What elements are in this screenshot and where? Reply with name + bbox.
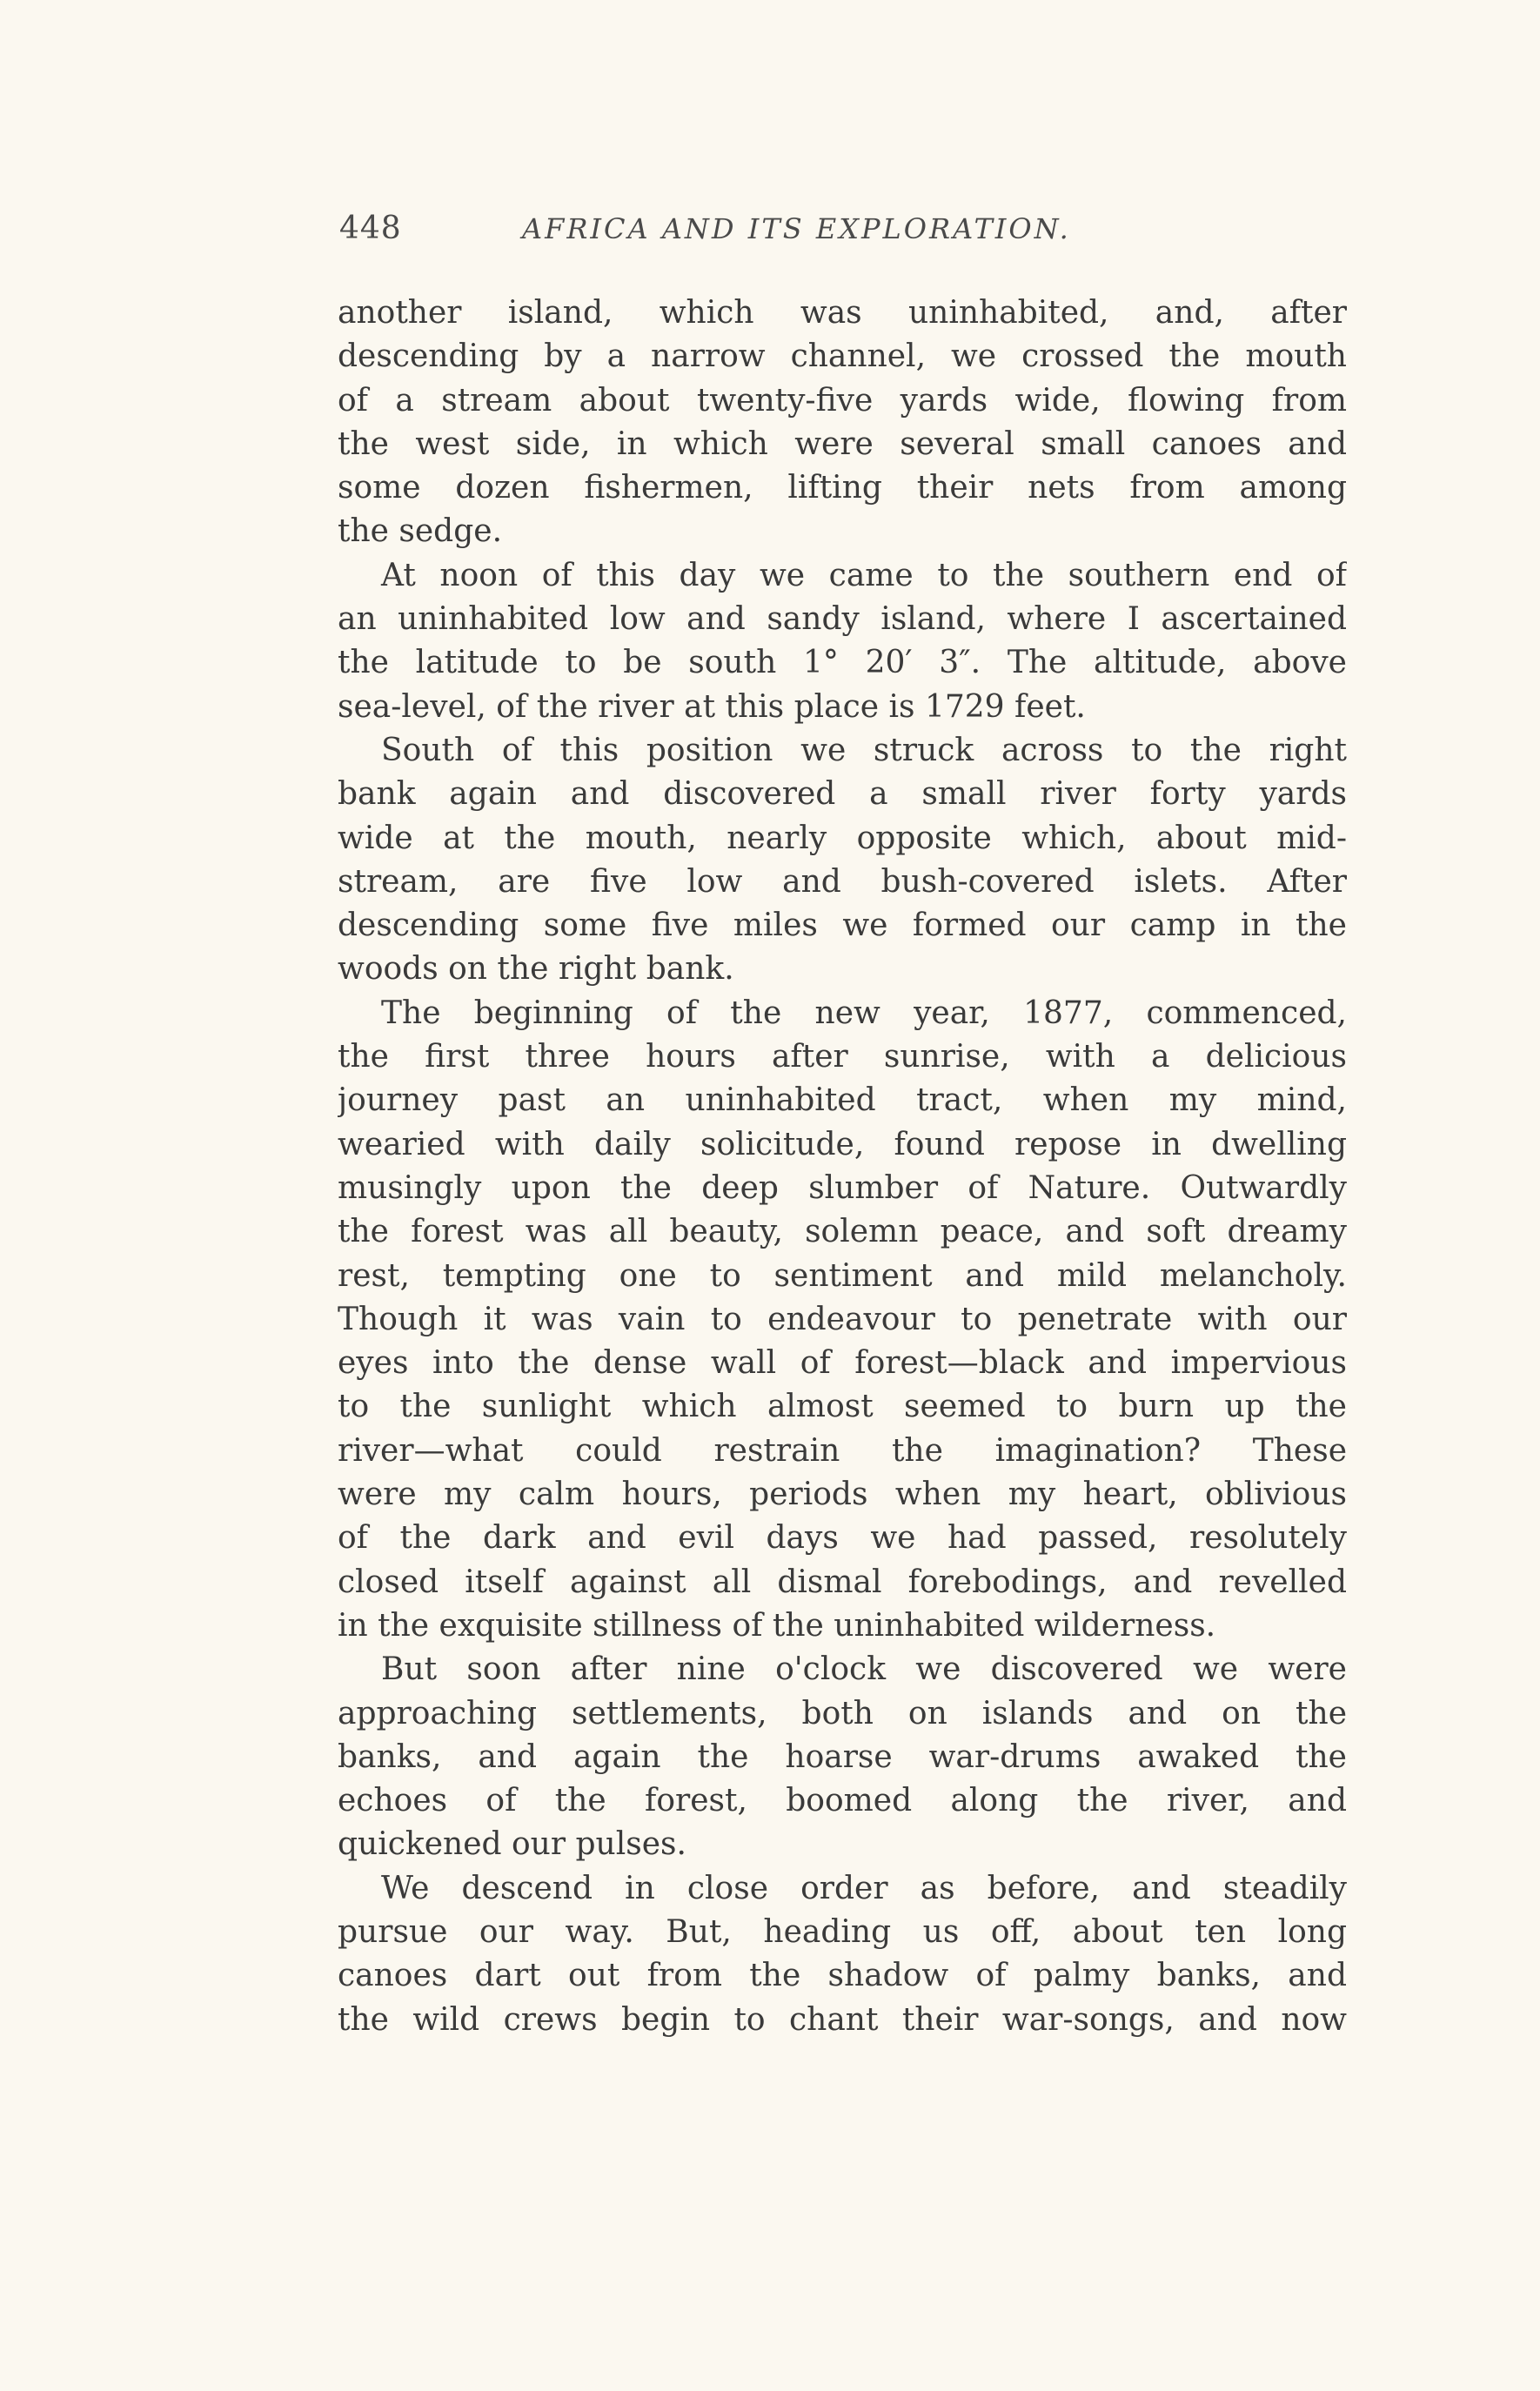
text-line: sea-level, of the river at this place is 1729 feet. xyxy=(338,688,1086,725)
page-header xyxy=(339,211,1166,254)
text-line: of a stream about twenty-five yards wide, flowing from xyxy=(338,382,1347,419)
paragraph-start-line: We descend in close order as before, and steadily xyxy=(381,1870,1347,1906)
text-line: the latitude to be south 1° 20′ 3″. The altitude, above xyxy=(338,645,1347,681)
text-line: the first three hours after sunrise, with a delicious xyxy=(338,1039,1347,1075)
text-line: bank again and discovered a small river forty yards xyxy=(338,776,1347,813)
text-line: descending by a narrow channel, we crossed the mouth xyxy=(338,338,1347,375)
paragraph-start-line: The beginning of the new year, 1877, commenced, xyxy=(381,995,1347,1031)
text-line: in the exquisite stillness of the uninhabited wilderness. xyxy=(338,1607,1216,1644)
text-line: pursue our way. But, heading us off, about ten long xyxy=(338,1913,1347,1950)
text-line: were my calm hours, periods when my heart, oblivious xyxy=(338,1477,1347,1513)
paragraph-start-line: But soon after nine o'clock we discovered we were xyxy=(381,1651,1347,1688)
text-line: canoes dart out from the shadow of palmy banks, and xyxy=(338,1958,1347,1994)
text-line: quickened our pulses. xyxy=(338,1826,686,1863)
text-line: echoes of the forest, boomed along the river, and xyxy=(338,1783,1347,1819)
text-line: the sedge. xyxy=(338,513,503,550)
text-line: another island, which was uninhabited, and, after xyxy=(338,295,1347,331)
text-line: the forest was all beauty, solemn peace, and soft dreamy xyxy=(338,1214,1347,1250)
running-head: AFRICA AND ITS EXPLORATION. xyxy=(522,212,1071,245)
text-line: an uninhabited low and sandy island, where I ascertained xyxy=(338,601,1347,638)
text-line: rest, tempting one to sentiment and mild melancholy. xyxy=(338,1257,1347,1294)
text-line: journey past an uninhabited tract, when my mind, xyxy=(338,1082,1347,1119)
text-line: eyes into the dense wall of forest—black and impervious xyxy=(338,1345,1347,1382)
text-line: to the sunlight which almost seemed to burn up the xyxy=(338,1389,1347,1425)
text-line: descending some five miles we formed our camp in the xyxy=(338,908,1347,944)
text-line: river—what could restrain the imagination? These xyxy=(338,1432,1347,1469)
text-line: musingly upon the deep slumber of Nature. Outwardly xyxy=(338,1169,1347,1206)
text-line: banks, and again the hoarse war-drums awaked the xyxy=(338,1738,1347,1775)
paragraph-start-line: At noon of this day we came to the southern end of xyxy=(381,557,1347,593)
text-line: closed itself against all dismal forebodings, and revelled xyxy=(338,1564,1347,1600)
text-line: stream, are five low and bush-covered islets. After xyxy=(338,863,1347,900)
text-line: the wild crews begin to chant their war-songs, and now xyxy=(338,2001,1347,2038)
text-line: wide at the mouth, nearly opposite which, about mid- xyxy=(338,820,1347,856)
text-line: Though it was vain to endeavour to penetrate with our xyxy=(338,1301,1347,1337)
text-line: of the dark and evil days we had passed, resolutely xyxy=(338,1520,1347,1557)
text-line: wearied with daily solicitude, found repose in dwelling xyxy=(338,1126,1347,1162)
page-number: 448 xyxy=(339,211,402,246)
body-text xyxy=(338,291,1347,2042)
paragraph-start-line: South of this position we struck across to the right xyxy=(381,732,1347,768)
text-line: some dozen fishermen, lifting their nets from among xyxy=(338,470,1347,506)
text-line: approaching settlements, both on islands and on the xyxy=(338,1695,1347,1731)
text-line: the west side, in which were several small canoes and xyxy=(338,425,1347,462)
text-line: woods on the right bank. xyxy=(338,951,734,988)
